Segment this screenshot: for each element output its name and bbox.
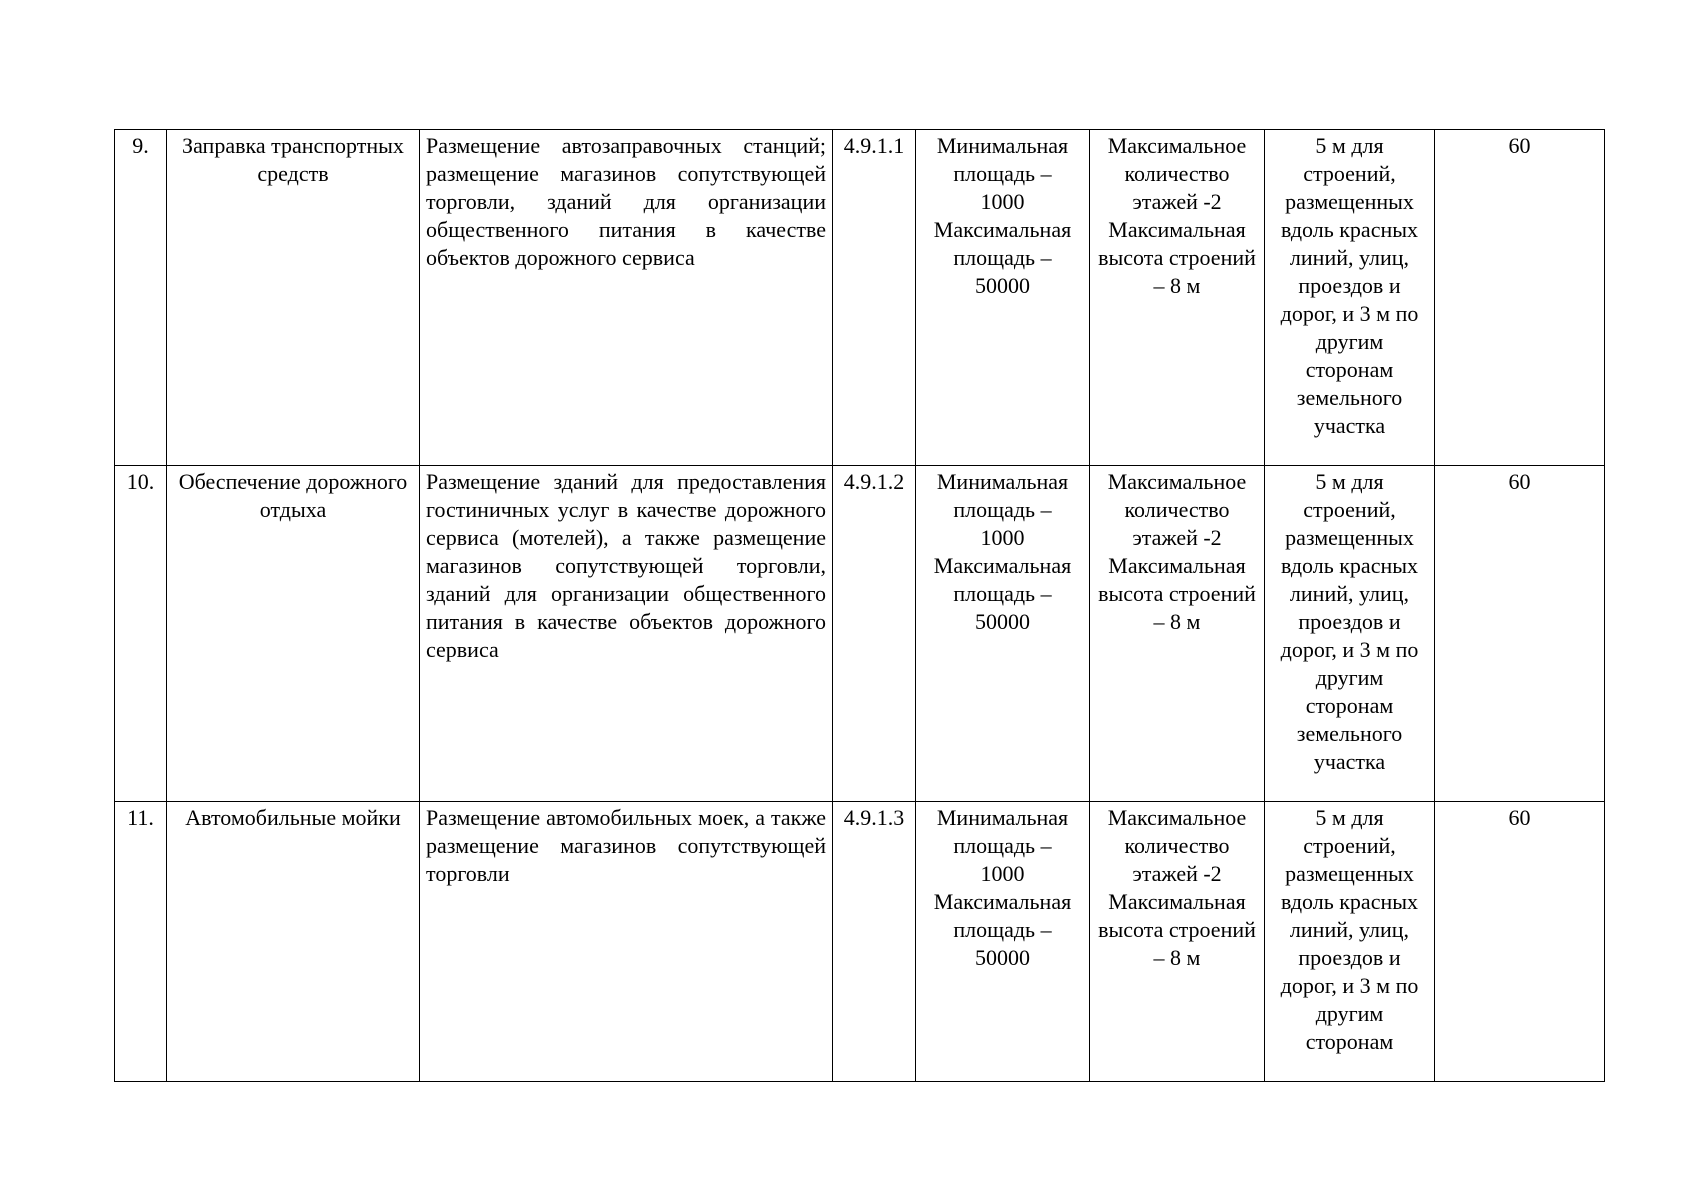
max-floors: Максимальное количество этажей -2 bbox=[1107, 469, 1247, 550]
min-area-value: 1000 bbox=[980, 189, 1025, 214]
classifier-code: 4.9.1.3 bbox=[833, 802, 916, 1082]
row-number: 9. bbox=[115, 130, 167, 466]
plot-area-limits bbox=[916, 466, 1090, 802]
classifier-code: 4.9.1.2 bbox=[833, 466, 916, 802]
setback-text: 5 м для строений, размещенных вдоль красных линий, улиц, проездов и дорог, и 3 м по другим сторонам земельного участка bbox=[1280, 469, 1419, 774]
min-area-label: Минимальная площадь – bbox=[936, 805, 1069, 858]
max-height: Максимальная высота строений – 8 м bbox=[1098, 553, 1256, 634]
setback-rules bbox=[1265, 466, 1435, 802]
max-area-value: 50000 bbox=[975, 945, 1030, 970]
height-limits bbox=[1090, 802, 1265, 1082]
max-coverage-percent: 60 bbox=[1435, 466, 1605, 802]
min-area-label: Минимальная площадь – bbox=[936, 469, 1069, 522]
classifier-code: 4.9.1.1 bbox=[833, 130, 916, 466]
row-number: 10. bbox=[115, 466, 167, 802]
min-area-value: 1000 bbox=[980, 525, 1025, 550]
table-row bbox=[115, 130, 1605, 466]
max-floors: Максимальное количество этажей -2 bbox=[1107, 133, 1247, 214]
height-limits bbox=[1090, 130, 1265, 466]
max-floors: Максимальное количество этажей -2 bbox=[1107, 805, 1247, 886]
use-type-name: Обеспечение дорожного отдыха bbox=[167, 466, 420, 802]
max-height: Максимальная высота строений – 8 м bbox=[1098, 217, 1256, 298]
use-description: Размещение автозаправочных станций; размещение магазинов сопутствующей торговли, зданий для организации общественного питания в качестве объектов дорожного сервиса bbox=[420, 130, 833, 466]
max-area-value: 50000 bbox=[975, 609, 1030, 634]
max-coverage-percent: 60 bbox=[1435, 130, 1605, 466]
plot-area-limits bbox=[916, 130, 1090, 466]
table-row bbox=[115, 466, 1605, 802]
row-number: 11. bbox=[115, 802, 167, 1082]
land-use-table bbox=[114, 129, 1605, 1082]
plot-area-limits bbox=[916, 802, 1090, 1082]
max-area-label: Максимальная площадь – bbox=[933, 889, 1072, 942]
setback-text: 5 м для строений, размещенных вдоль красных линий, улиц, проездов и дорог, и 3 м по другим сторонам bbox=[1280, 805, 1419, 1054]
setback-text: 5 м для строений, размещенных вдоль красных линий, улиц, проездов и дорог, и 3 м по другим сторонам земельного участка bbox=[1280, 133, 1419, 438]
use-description: Размещение зданий для предоставления гостиничных услуг в качестве дорожного сервиса (мотелей), а также размещение магазинов сопутствующей торговли, зданий для организации общественного питания в качестве объектов дорожного сервиса bbox=[420, 466, 833, 802]
min-area-label: Минимальная площадь – bbox=[936, 133, 1069, 186]
min-area-value: 1000 bbox=[980, 861, 1025, 886]
setback-rules bbox=[1265, 802, 1435, 1082]
use-type-name: Заправка транспортных средств bbox=[167, 130, 420, 466]
use-description: Размещение автомобильных моек, а также размещение магазинов сопутствующей торговли bbox=[420, 802, 833, 1082]
max-coverage-percent: 60 bbox=[1435, 802, 1605, 1082]
max-area-value: 50000 bbox=[975, 273, 1030, 298]
max-area-label: Максимальная площадь – bbox=[933, 553, 1072, 606]
max-area-label: Максимальная площадь – bbox=[933, 217, 1072, 270]
height-limits bbox=[1090, 466, 1265, 802]
max-height: Максимальная высота строений – 8 м bbox=[1098, 889, 1256, 970]
use-type-name: Автомобильные мойки bbox=[167, 802, 420, 1082]
table-row bbox=[115, 802, 1605, 1082]
setback-rules bbox=[1265, 130, 1435, 466]
